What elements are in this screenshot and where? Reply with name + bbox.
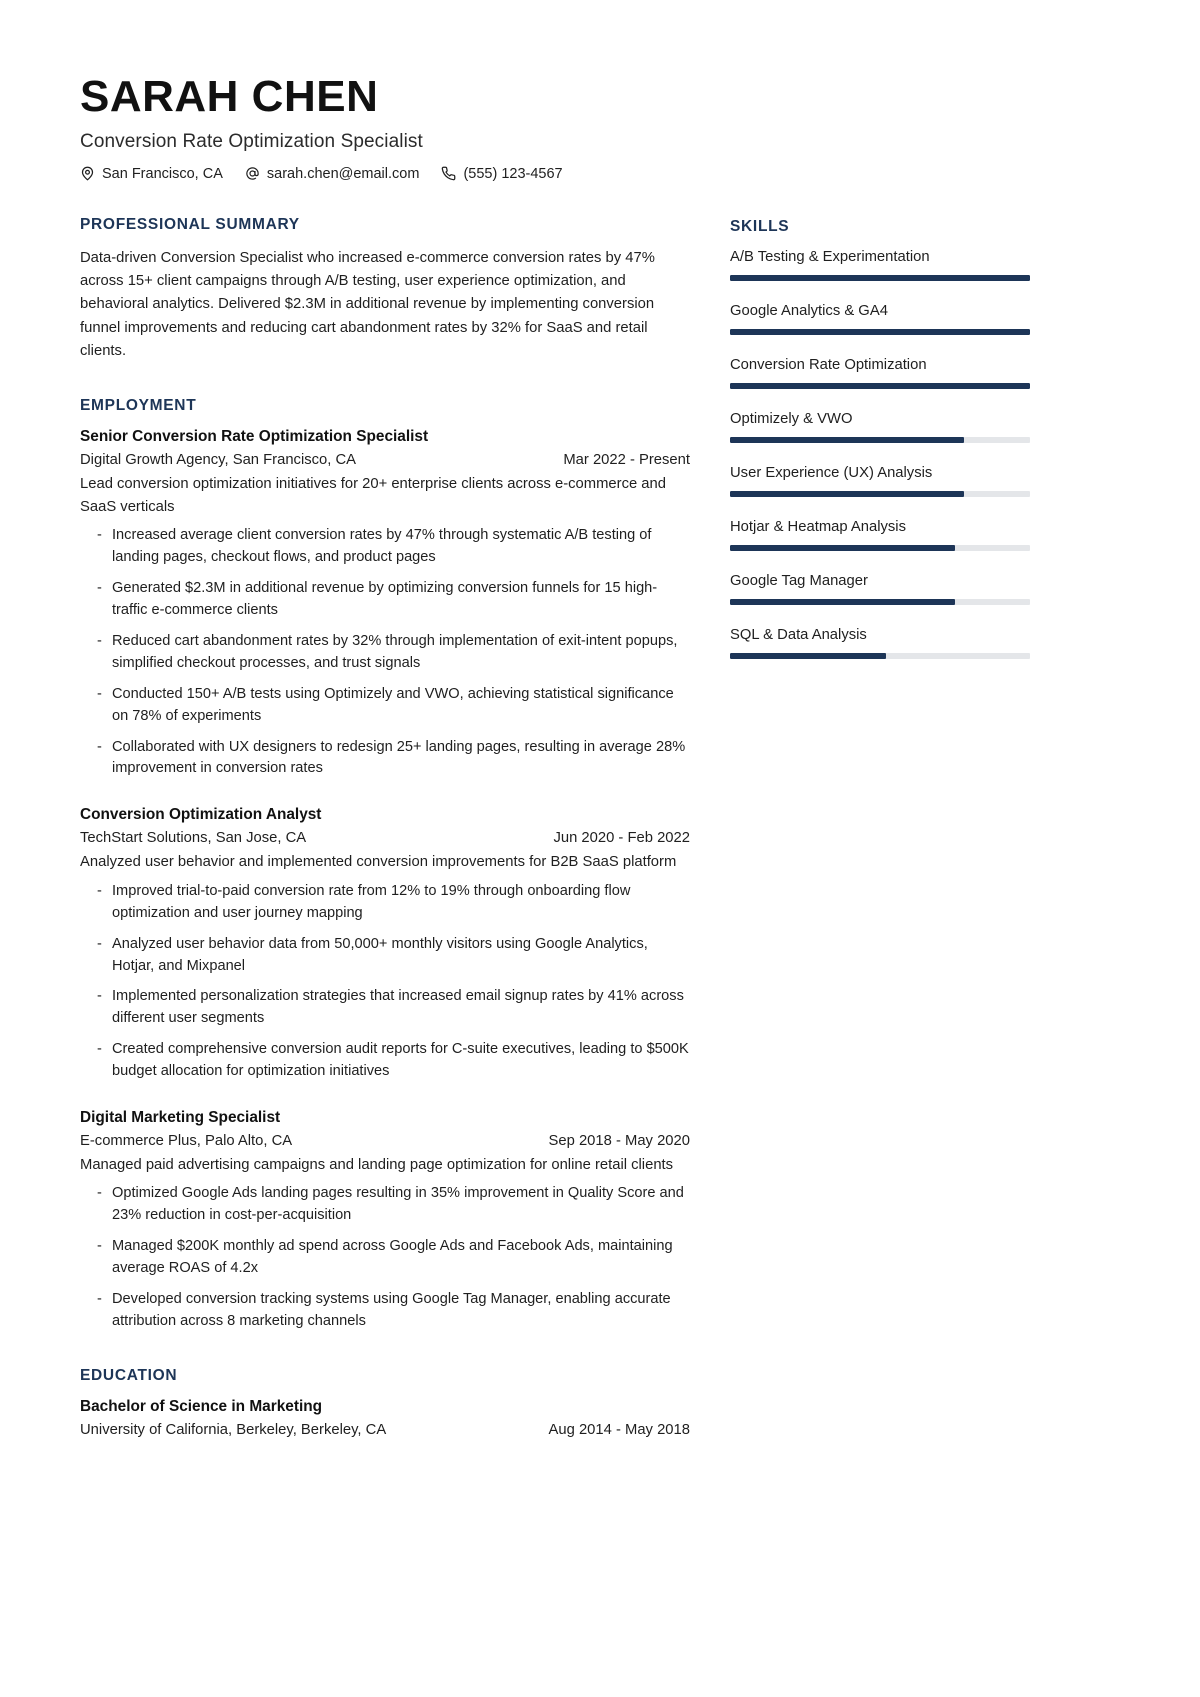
job-bullet <box>80 684 690 728</box>
employment-heading: EMPLOYMENT <box>80 397 197 415</box>
skill-bar-track <box>730 545 1030 551</box>
job-role: Conversion Optimization Analyst <box>80 806 322 824</box>
skill-item <box>730 411 1030 443</box>
skill-bar-track <box>730 383 1030 389</box>
bullet-text: Reduced cart abandonment rates by 32% through implementation of exit-intent popups, simplified checkout processes, and trust signals <box>112 633 678 671</box>
contact-location <box>80 166 223 182</box>
section-skills <box>730 218 1030 659</box>
job-bullet <box>80 1289 690 1333</box>
skill-name: User Experience (UX) Analysis <box>730 464 933 481</box>
skill-bar-fill <box>730 545 955 551</box>
contact-phone <box>441 166 562 182</box>
skill-bar-track <box>730 329 1030 335</box>
bullet-dash-icon: - <box>97 685 102 702</box>
contact-location-text: San Francisco, CA <box>102 165 223 182</box>
job-bullet <box>80 1236 690 1280</box>
skill-item <box>730 465 1030 497</box>
skill-bar-track <box>730 491 1030 497</box>
bullet-dash-icon: - <box>97 935 102 952</box>
bullet-dash-icon: - <box>97 633 102 649</box>
job-role: Senior Conversion Rate Optimization Specialist <box>80 428 429 446</box>
resume-body <box>80 216 1120 1472</box>
skill-bar-fill <box>730 653 886 659</box>
section-professional-summary <box>80 216 690 364</box>
job-description: Managed paid advertising campaigns and landing page optimization for online retail clients <box>80 1156 674 1173</box>
skill-bar-track <box>730 599 1030 605</box>
job-bullet <box>80 1039 690 1083</box>
summary-text: Data-driven Conversion Specialist who increased e-commerce conversion rates by 47% across 15+ client campaigns through A/B testing, user experience optimization, and behavioral analytics. Delivered $2.3M in additional revenue by implementing conversion funnel improvements and reducing cart abandonment rates by 32% for SaaS and retail clients. <box>80 249 655 360</box>
job-meta <box>80 830 690 846</box>
job-bullet <box>80 737 690 781</box>
job-bullet <box>80 1183 690 1227</box>
contact-phone-text: (555) 123-4567 <box>463 165 563 182</box>
bullet-dash-icon: - <box>97 882 102 899</box>
job-bullets <box>80 881 690 1083</box>
employment-entry <box>80 1109 690 1333</box>
job-bullets <box>80 525 690 780</box>
bullet-text: Collaborated with UX designers to redesign 25+ landing pages, resulting in average 28% improvement in conversion rates <box>112 738 686 777</box>
job-bullet <box>80 631 690 675</box>
sidebar-column <box>730 216 1030 693</box>
skill-item <box>730 573 1030 605</box>
job-meta <box>80 452 690 468</box>
employment-entry <box>80 806 690 1083</box>
bullet-text: Created comprehensive conversion audit reports for C-suite executives, leading to $500K budget allocation for optimization initiatives <box>112 1041 689 1080</box>
skill-name: A/B Testing & Experimentation <box>730 248 930 265</box>
phone-icon <box>441 166 456 181</box>
bullet-dash-icon: - <box>97 1291 102 1307</box>
job-company: TechStart Solutions, San Jose, CA <box>80 830 307 847</box>
bullet-text: Implemented personalization strategies that increased email signup rates by 41% across different user segments <box>112 988 684 1027</box>
job-bullets <box>80 1183 690 1332</box>
location-pin-icon <box>80 166 95 181</box>
job-bullet <box>80 525 690 569</box>
bullet-text: Conducted 150+ A/B tests using Optimizely and VWO, achieving statistical significance on 78% of experiments <box>112 685 674 724</box>
email-at-icon <box>245 166 260 181</box>
skill-bar-track <box>730 653 1030 659</box>
bullet-dash-icon: - <box>97 1041 102 1058</box>
bullet-text: Developed conversion tracking systems using Google Tag Manager, enabling accurate attribution across 8 marketing channels <box>112 1291 671 1329</box>
job-meta <box>80 1133 690 1149</box>
contact-row <box>80 166 1120 182</box>
bullet-text: Increased average client conversion rates by 47% through systematic A/B testing of landing pages, checkout flows, and product pages <box>112 527 652 566</box>
job-company: Digital Growth Agency, San Francisco, CA <box>80 452 357 469</box>
candidate-job-title: Conversion Rate Optimization Specialist <box>80 130 423 152</box>
education-degree: Bachelor of Science in Marketing <box>80 1397 323 1415</box>
skill-bar-fill <box>730 599 955 605</box>
education-meta <box>80 1422 690 1438</box>
bullet-dash-icon: - <box>97 527 102 544</box>
job-company: E-commerce Plus, Palo Alto, CA <box>80 1132 293 1149</box>
education-entry <box>80 1398 690 1438</box>
bullet-dash-icon: - <box>97 1185 102 1202</box>
employment-entry <box>80 428 690 780</box>
bullet-dash-icon: - <box>97 580 102 597</box>
bullet-text: Analyzed user behavior data from 50,000+ monthly visitors using Google Analytics, Hotjar, and Mixpanel <box>112 935 648 974</box>
skill-name: Google Tag Manager <box>730 572 868 589</box>
resume-header <box>80 72 1120 182</box>
job-description: Analyzed user behavior and implemented conversion improvements for B2B SaaS platform <box>80 854 677 871</box>
skill-bar-fill <box>730 275 1030 281</box>
skill-item <box>730 303 1030 335</box>
skill-name: Google Analytics & GA4 <box>730 302 888 319</box>
job-dates: Jun 2020 - Feb 2022 <box>553 830 690 847</box>
section-employment <box>80 397 690 1332</box>
job-role: Digital Marketing Specialist <box>80 1108 281 1126</box>
job-bullet <box>80 934 690 978</box>
skill-bar-track <box>730 275 1030 281</box>
job-description: Lead conversion optimization initiatives for 20+ enterprise clients across e-commerce and SaaS verticals <box>80 476 666 515</box>
job-bullet <box>80 881 690 925</box>
skill-name: Conversion Rate Optimization <box>730 356 927 373</box>
contact-email-text: sarah.chen@email.com <box>266 165 420 182</box>
skill-bar-fill <box>730 437 964 443</box>
skill-bar-fill <box>730 329 1030 335</box>
job-dates: Sep 2018 - May 2020 <box>548 1132 690 1149</box>
bullet-dash-icon: - <box>97 1238 102 1255</box>
job-bullet <box>80 986 690 1030</box>
candidate-name: SARAH CHEN <box>80 72 379 121</box>
education-heading: EDUCATION <box>80 1366 178 1384</box>
skill-item <box>730 519 1030 551</box>
job-dates: Mar 2022 - Present <box>563 452 690 469</box>
skill-item <box>730 357 1030 389</box>
section-education <box>80 1367 690 1438</box>
bullet-text: Optimized Google Ads landing pages resulting in 35% improvement in Quality Score and 23% reduction in cost-per-acquisition <box>112 1185 684 1224</box>
skill-name: Optimizely & VWO <box>730 410 853 427</box>
skill-bar-track <box>730 437 1030 443</box>
skill-bar-fill <box>730 383 1030 389</box>
bullet-dash-icon: - <box>97 988 102 1005</box>
main-column <box>80 216 690 1472</box>
job-bullet <box>80 578 690 622</box>
education-dates: Aug 2014 - May 2018 <box>548 1421 690 1438</box>
skill-item <box>730 249 1030 281</box>
bullet-dash-icon: - <box>97 738 102 755</box>
education-school: University of California, Berkeley, Berkeley, CA <box>80 1421 387 1438</box>
skill-name: Hotjar & Heatmap Analysis <box>730 518 906 535</box>
skill-item <box>730 627 1030 659</box>
summary-heading: PROFESSIONAL SUMMARY <box>80 215 300 233</box>
bullet-text: Generated $2.3M in additional revenue by optimizing conversion funnels for 15 high-traffic e-commerce clients <box>112 580 658 619</box>
skill-name: SQL & Data Analysis <box>730 626 867 643</box>
skills-heading: SKILLS <box>730 217 790 235</box>
skill-bar-fill <box>730 491 964 497</box>
bullet-text: Improved trial-to-paid conversion rate from 12% to 19% through onboarding flow optimization and user journey mapping <box>112 882 631 921</box>
contact-email <box>245 166 420 182</box>
bullet-text: Managed $200K monthly ad spend across Google Ads and Facebook Ads, maintaining average ROAS of 4.2x <box>112 1238 673 1277</box>
